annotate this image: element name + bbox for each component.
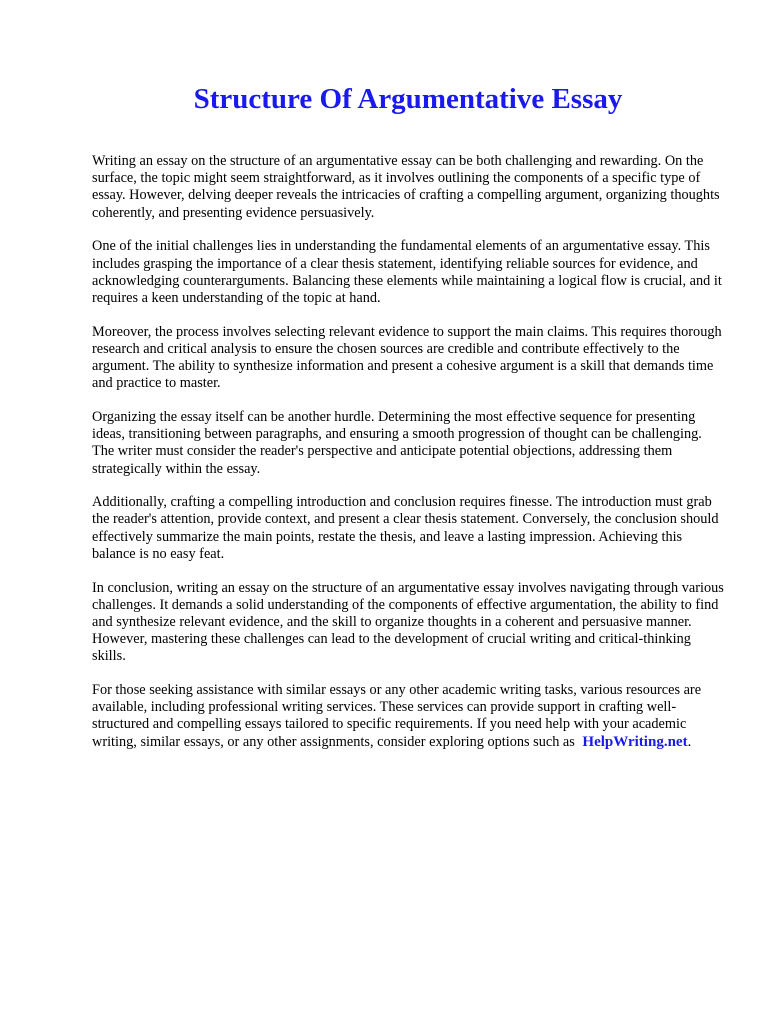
- paragraph-conclusion: In conclusion, writing an essay on the structure of an argumentative essay involves navigating through various challenges. It demands a solid understanding of the components of effective argumentation, the ability to find and synthesize relevant evidence, and the skill to organize thoughts in a coherent and persuasive manner. However, mastering these challenges can lead to the development of crucial writing and critical-thinking skills.: [92, 579, 724, 665]
- paragraph-intro-conclusion: Additionally, crafting a compelling introduction and conclusion requires finesse. The introduction must grab the reader's attention, provide context, and present a clear thesis statement. Conversely, the conclusion should effectively summarize the main points, restate the thesis, and leave a lasting impression. Achieving this balance is no easy feat.: [92, 494, 719, 562]
- paragraph-closing: [92, 682, 724, 751]
- paragraph-organizing: Organizing the essay itself can be another hurdle. Determining the most effective sequence for presenting ideas, transitioning between paragraphs, and ensuring a smooth progression of thought can be challenging. The writer must consider the reader's perspective and anticipate potential objections, addressing them strategically within the essay.: [92, 408, 702, 477]
- paragraph-evidence: Moreover, the process involves selecting relevant evidence to support the main claims. This requires thorough research and critical analysis to ensure the chosen sources are credible and contribute effectively to the argument. The ability to synthesize information and present a cohesive argument is a skill that demands time and practice to master.: [92, 323, 722, 392]
- page-title: Structure Of Argumentative Essay: [193, 83, 623, 115]
- closing-text: For those seeking assistance with similar essays or any other academic writing tasks, various resources are available, including professional writing services. These services can provide support in crafting well-structured and compelling essays tailored to specific requirements. If you need help with your academic writing, similar essays, or any other assignments, consider exploring options such as: [92, 682, 702, 750]
- paragraph-elements: One of the initial challenges lies in understanding the fundamental elements of an argumentative essay. This includes grasping the importance of a clear thesis statement, identifying reliable sources for evidence, and acknowledging counterarguments. Balancing these elements while maintaining a logical flow is crucial, and it requires a keen understanding of the topic at hand.: [92, 238, 722, 306]
- helpwriting-link[interactable]: HelpWriting.net: [582, 733, 688, 750]
- closing-period: .: [687, 733, 692, 750]
- paragraph-intro: Writing an essay on the structure of an argumentative essay can be both challenging and rewarding. On the surface, the topic might seem straightforward, as it involves outlining the components of a specific type of essay. However, delving deeper reveals the intricacies of crafting a compelling argument, organizing thoughts coherently, and presenting evidence persuasively.: [92, 153, 720, 221]
